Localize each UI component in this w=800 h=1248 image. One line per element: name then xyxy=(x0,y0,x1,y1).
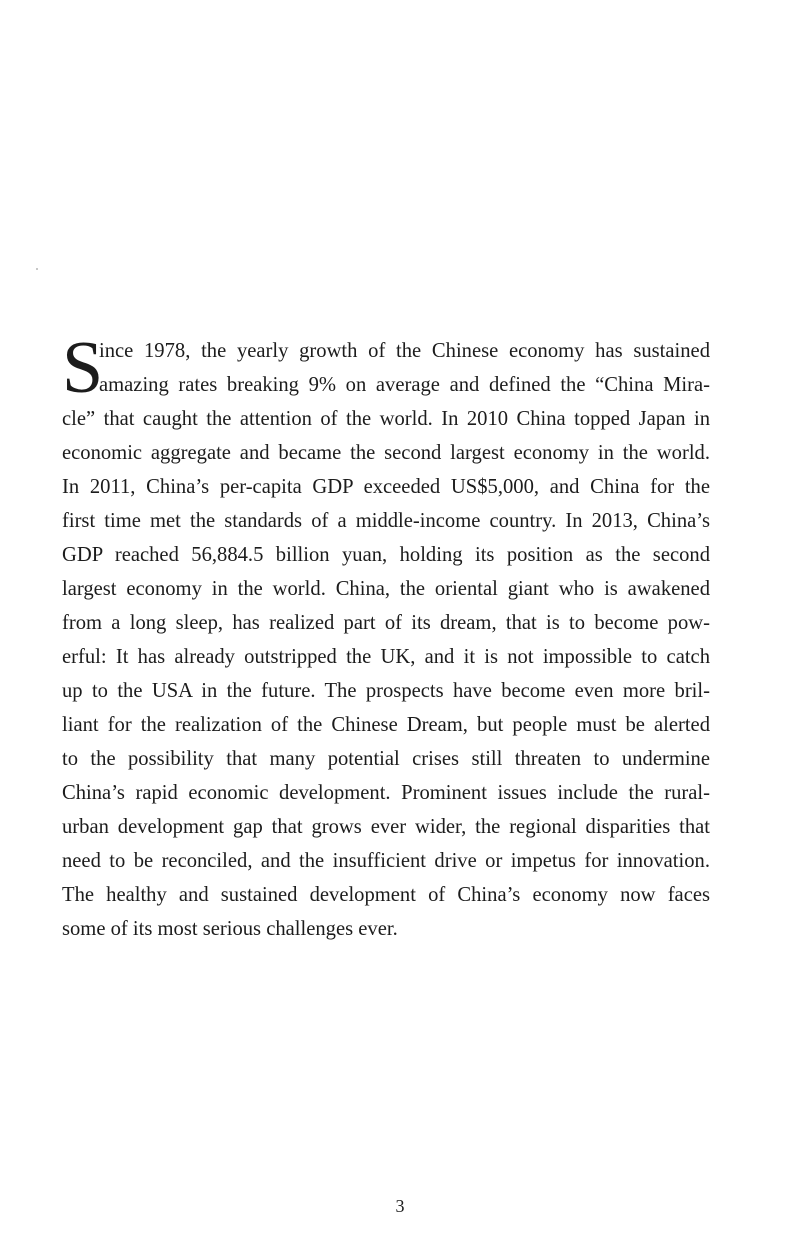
text-line: to the possibility that many potential crises still threaten to undermine xyxy=(62,748,710,770)
text-line: need to be reconciled, and the insufficient drive or impetus for innovation. xyxy=(62,850,710,872)
text-line: amazing rates breaking 9% on average and defined the “China Mira- xyxy=(99,374,710,396)
drop-cap: S xyxy=(62,327,104,409)
text-line: up to the USA in the future. The prospects have become even more bril- xyxy=(62,680,710,702)
text-line: from a long sleep, has realized part of its dream, that is to become pow- xyxy=(62,612,710,634)
text-line: cle” that caught the attention of the world. In 2010 China topped Japan in xyxy=(62,408,710,430)
text-line: ince 1978, the yearly growth of the Chinese economy has sustained xyxy=(99,340,710,362)
text-line: erful: It has already outstripped the UK, and it is not impossible to catch xyxy=(62,646,710,668)
scan-speck xyxy=(36,268,38,270)
text-line: some of its most serious challenges ever. xyxy=(62,918,398,940)
text-line: liant for the realization of the Chinese Dream, but people must be alerted xyxy=(62,714,710,736)
text-line: In 2011, China’s per-capita GDP exceeded US$5,000, and China for the xyxy=(62,476,710,498)
page-number: 3 xyxy=(395,1196,405,1216)
text-line: economic aggregate and became the second largest economy in the world. xyxy=(62,442,710,464)
text-line: The healthy and sustained development of China’s economy now faces xyxy=(62,884,710,906)
text-line: urban development gap that grows ever wider, the regional disparities that xyxy=(62,816,710,838)
text-line: China’s rapid economic development. Prominent issues include the rural- xyxy=(62,782,710,804)
body-paragraph xyxy=(62,327,710,946)
text-line: first time met the standards of a middle-income country. In 2013, China’s xyxy=(62,510,710,532)
text-line: largest economy in the world. China, the oriental giant who is awakened xyxy=(62,578,710,600)
text-line: GDP reached 56,884.5 billion yuan, holding its position as the second xyxy=(62,544,710,566)
